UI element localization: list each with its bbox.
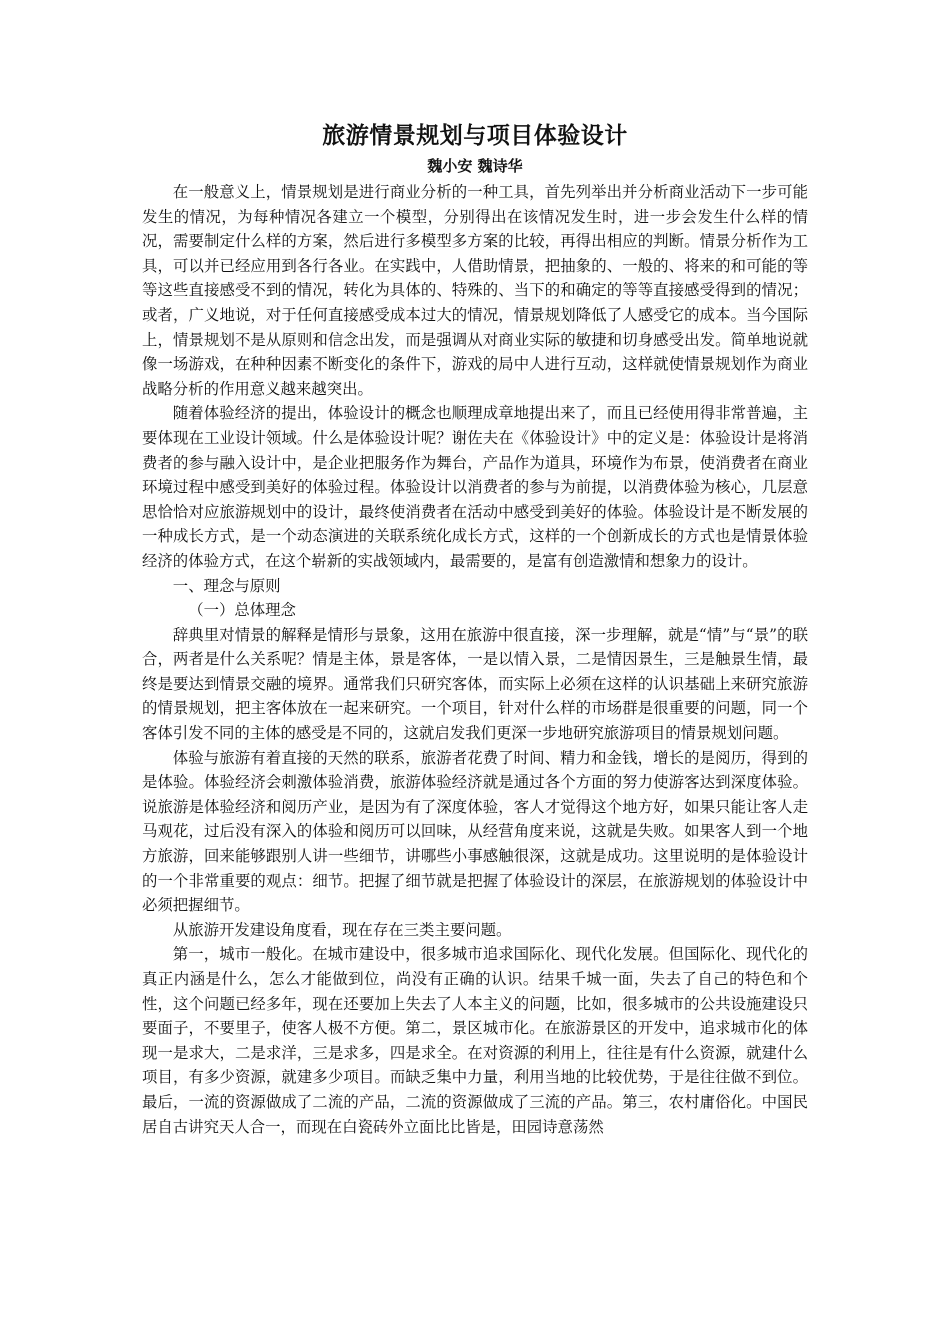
paragraph: 辞典里对情景的解释是情形与景象，这用在旅游中很直接，深一步理解，就是“情”与“景”的联合，两者是什么关系呢？情是主体，景是客体，一是以情入景，二是情因景生，三是触景生情，最终是要达到情景交融的境界。通常我们只研究客体，而实际上必须在这样的认识基础上来研究旅游的情景规划，把主客体放在一起来研究。一个项目，针对什么样的市场群是很重要的问题，同一个客体引发不同的主体的感受是不同的，这就启发我们更深一步地研究旅游项目的情景规划问题。	[142, 625, 808, 743]
subsection-heading: （一）总体理念	[188, 601, 296, 620]
paragraph: 第一，城市一般化。在城市建设中，很多城市追求国际化、现代化发展。但国际化、现代化的真正内涵是什么，怎么才能做到位，尚没有正确的认识。结果千城一面，失去了自己的特色和个性，这个问题已经多年，现在还要加上失去了人本主义的问题，比如，很多城市的公共设施建设只要面子，不要里子，使客人极不方便。第二，景区城市化。在旅游景区的开发中，追求城市化的体现一是求大，二是求洋，三是求多，四是求全。在对资源的利用上，往往是有什么资源，就建什么项目，有多少资源，就建多少项目。而缺乏集中力量，利用当地的比较优势，于是往往做不到位。最后，一流的资源做成了二流的产品，二流的资源做成了三流的产品。第三，农村庸俗化。中国民居自古讲究天人合一，而现在白瓷砖外立面比比皆是，田园诗意荡然	[142, 945, 808, 1136]
paragraph: 从旅游开发建设角度看，现在存在三类主要问题。	[172, 920, 512, 939]
section-heading: 一、理念与原则	[172, 576, 281, 595]
document-body	[142, 180, 808, 1139]
document-title: 旅游情景规划与项目体验设计	[322, 123, 628, 149]
paragraph: 体验与旅游有着直接的天然的联系，旅游者花费了时间、精力和金钱，增长的是阅历，得到的是体验。体验经济会刺激体验消费，旅游体验经济就是通过各个方面的努力使游客达到深度体验。说旅游是体验经济和阅历产业，是因为有了深度体验，客人才觉得这个地方好，如果只能让客人走马观花，过后没有深入的体验和阅历可以回味，从经营角度来说，这就是失败。如果客人到一个地方旅游，回来能够跟别人讲一些细节，讲哪些小事感触很深，这就是成功。这里说明的是体验设计的一个非常重要的观点：细节。把握了细节就是把握了体验设计的深层，在旅游规划的体验设计中必须把握细节。	[142, 748, 808, 915]
paragraph: 随着体验经济的提出，体验设计的概念也顺理成章地提出来了，而且已经使用得非常普遍，主要体现在工业设计领域。什么是体验设计呢？谢佐夫在《体验设计》中的定义是：体验设计是将消费者的参与融入设计中，是企业把服务作为舞台，产品作为道具，环境作为布景，使消费者在商业环境过程中感受到美好的体验过程。体验设计以消费者的参与为前提，以消费体验为核心，几层意思恰恰对应旅游规划中的设计，最终使消费者在活动中感受到美好的体验。体验设计是不断发展的一种成长方式，是一个动态演进的关联系统化成长方式，这样的一个创新成长的方式也是情景体验经济的体验方式，在这个崭新的实战领域内，最需要的，是富有创造激情和想象力的设计。	[142, 404, 808, 570]
document-page	[142, 118, 808, 1139]
document-authors: 魏小安 魏诗华	[427, 157, 523, 175]
paragraph: 在一般意义上，情景规划是进行商业分析的一种工具，首先列举出并分析商业活动下一步可能发生的情况，为每种情况各建立一个模型，分别得出在该情况发生时，进一步会发生什么样的情况，需要制定什么样的方案，然后进行多模型多方案的比较，再得出相应的判断。情景分析作为工具，可以并已经应用到各行各业。在实践中，人借助情景，把抽象的、一般的、将来的和可能的等等这些直接感受不到的情况，转化为具体的、特殊的、当下的和确定的等等直接感受得到的情况；或者，广义地说，对于任何直接感受成本过大的情况，情景规划降低了人感受它的成本。当今国际上，情景规划不是从原则和信念出发，而是强调从对商业实际的敏捷和切身感受出发。简单地说就像一场游戏，在种种因素不断变化的条件下，游戏的局中人进行互动，这样就使情景规划作为商业战略分析的作用意义越来越突出。	[142, 183, 808, 398]
